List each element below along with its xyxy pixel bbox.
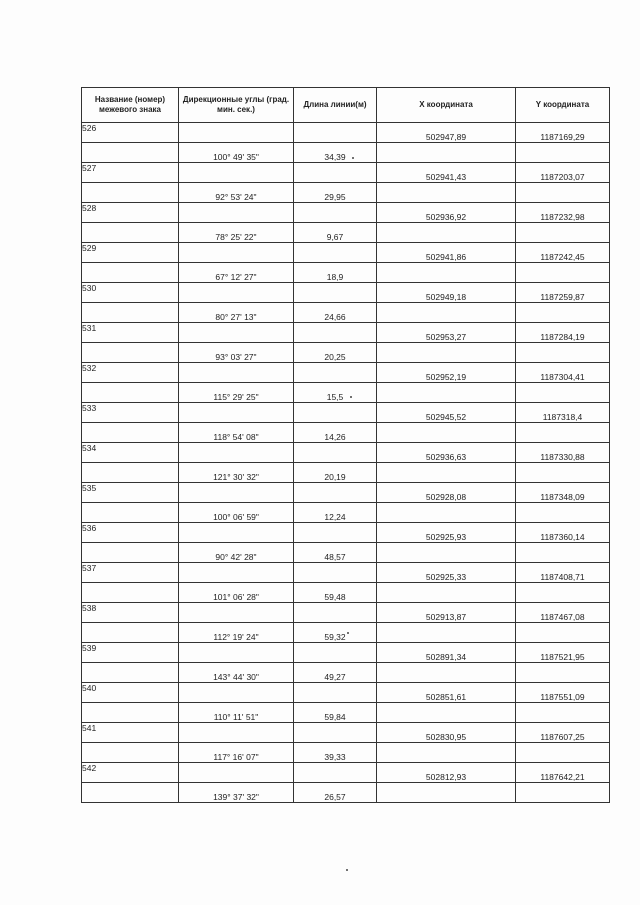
point-name-cell: 538: [82, 603, 179, 623]
y-coordinate-cell: 1187348,09: [516, 483, 610, 503]
point-name-cell: 536: [82, 523, 179, 543]
empty-cell: [516, 703, 610, 723]
y-coordinate-cell: 1187551,09: [516, 683, 610, 703]
x-coordinate-cell: 502830,95: [377, 723, 516, 743]
segment-row: [82, 223, 610, 243]
x-coordinate-cell: 502949,18: [377, 283, 516, 303]
line-length-cell: 14,26: [294, 423, 377, 443]
empty-cell: [294, 123, 377, 143]
empty-cell: [377, 223, 516, 243]
empty-cell: [377, 383, 516, 403]
empty-cell: [377, 783, 516, 803]
segment-row: [82, 783, 610, 803]
x-coordinate-cell: 502936,92: [377, 203, 516, 223]
y-coordinate-cell: 1187242,45: [516, 243, 610, 263]
header-point-name: Название (номер) межевого знака: [82, 88, 179, 123]
point-row: [82, 323, 610, 343]
table-body: [82, 123, 610, 803]
point-name-cell: 533: [82, 403, 179, 423]
y-coordinate-cell: 1187642,21: [516, 763, 610, 783]
empty-cell: [179, 363, 294, 383]
point-row: [82, 123, 610, 143]
empty-cell: [377, 143, 516, 163]
segment-row: [82, 543, 610, 563]
empty-cell: [516, 503, 610, 523]
empty-cell: [294, 683, 377, 703]
scan-speck: [350, 396, 352, 398]
empty-cell: [377, 423, 516, 443]
boundary-coordinates-table: [81, 87, 610, 803]
point-name-cell: 531: [82, 323, 179, 343]
empty-cell: [82, 663, 179, 683]
empty-cell: [516, 143, 610, 163]
direction-angle-cell: 93° 03' 27": [179, 343, 294, 363]
y-coordinate-cell: 1187259,87: [516, 283, 610, 303]
scan-speck: [346, 869, 348, 871]
y-coordinate-cell: 1187318,4: [516, 403, 610, 423]
empty-cell: [82, 303, 179, 323]
x-coordinate-cell: 502952,19: [377, 363, 516, 383]
empty-cell: [82, 223, 179, 243]
empty-cell: [179, 203, 294, 223]
segment-row: [82, 383, 610, 403]
y-coordinate-cell: 1187607,25: [516, 723, 610, 743]
direction-angle-cell: 110° 11' 51": [179, 703, 294, 723]
direction-angle-cell: 80° 27' 13": [179, 303, 294, 323]
y-coordinate-cell: 1187284,19: [516, 323, 610, 343]
point-row: [82, 643, 610, 663]
empty-cell: [294, 563, 377, 583]
point-name-cell: 530: [82, 283, 179, 303]
line-length-cell: 39,33: [294, 743, 377, 763]
x-coordinate-cell: 502925,33: [377, 563, 516, 583]
empty-cell: [516, 543, 610, 563]
empty-cell: [516, 583, 610, 603]
empty-cell: [294, 643, 377, 663]
line-length-cell: 20,19: [294, 463, 377, 483]
empty-cell: [294, 163, 377, 183]
y-coordinate-cell: 1187232,98: [516, 203, 610, 223]
point-row: [82, 243, 610, 263]
empty-cell: [516, 663, 610, 683]
empty-cell: [179, 403, 294, 423]
line-length-cell: 49,27: [294, 663, 377, 683]
x-coordinate-cell: 502953,27: [377, 323, 516, 343]
table-header-row: [82, 88, 610, 123]
empty-cell: [516, 223, 610, 243]
direction-angle-cell: 139° 37' 32": [179, 783, 294, 803]
y-coordinate-cell: 1187203,07: [516, 163, 610, 183]
header-line-length: Длина линии(м): [294, 88, 377, 123]
line-length-cell: 34,39: [294, 143, 377, 163]
line-length-cell: 26,57: [294, 783, 377, 803]
direction-angle-cell: 92° 53' 24": [179, 183, 294, 203]
y-coordinate-cell: 1187330,88: [516, 443, 610, 463]
y-coordinate-cell: 1187304,41: [516, 363, 610, 383]
empty-cell: [377, 623, 516, 643]
segment-row: [82, 463, 610, 483]
empty-cell: [294, 203, 377, 223]
scan-speck: [347, 632, 349, 634]
empty-cell: [82, 783, 179, 803]
empty-cell: [82, 183, 179, 203]
point-name-cell: 532: [82, 363, 179, 383]
point-name-cell: 542: [82, 763, 179, 783]
empty-cell: [377, 343, 516, 363]
header-direction-angle: Дирекционные углы (град. мин. сек.): [179, 88, 294, 123]
point-row: [82, 443, 610, 463]
empty-cell: [377, 303, 516, 323]
point-name-cell: 526: [82, 123, 179, 143]
y-coordinate-cell: 1187169,29: [516, 123, 610, 143]
empty-cell: [377, 183, 516, 203]
direction-angle-cell: 101° 06' 28": [179, 583, 294, 603]
point-name-cell: 540: [82, 683, 179, 703]
empty-cell: [294, 323, 377, 343]
direction-angle-cell: 78° 25' 22": [179, 223, 294, 243]
empty-cell: [179, 443, 294, 463]
empty-cell: [82, 743, 179, 763]
direction-angle-cell: 118° 54' 08": [179, 423, 294, 443]
empty-cell: [179, 643, 294, 663]
segment-row: [82, 303, 610, 323]
segment-row: [82, 423, 610, 443]
empty-cell: [294, 363, 377, 383]
point-name-cell: 529: [82, 243, 179, 263]
line-length-cell: 59,32: [294, 623, 377, 643]
point-row: [82, 483, 610, 503]
empty-cell: [377, 263, 516, 283]
segment-row: [82, 143, 610, 163]
empty-cell: [516, 423, 610, 443]
x-coordinate-cell: 502851,61: [377, 683, 516, 703]
segment-row: [82, 663, 610, 683]
empty-cell: [516, 183, 610, 203]
x-coordinate-cell: 502941,43: [377, 163, 516, 183]
empty-cell: [179, 163, 294, 183]
point-row: [82, 683, 610, 703]
segment-row: [82, 623, 610, 643]
point-row: [82, 363, 610, 383]
empty-cell: [82, 623, 179, 643]
x-coordinate-cell: 502913,87: [377, 603, 516, 623]
point-row: [82, 763, 610, 783]
empty-cell: [82, 263, 179, 283]
empty-cell: [179, 763, 294, 783]
empty-cell: [377, 463, 516, 483]
empty-cell: [294, 603, 377, 623]
empty-cell: [179, 123, 294, 143]
empty-cell: [377, 543, 516, 563]
empty-cell: [179, 523, 294, 543]
direction-angle-cell: 143° 44' 30": [179, 663, 294, 683]
empty-cell: [377, 503, 516, 523]
empty-cell: [82, 583, 179, 603]
direction-angle-cell: 112° 19' 24": [179, 623, 294, 643]
segment-row: [82, 703, 610, 723]
empty-cell: [294, 283, 377, 303]
point-name-cell: 537: [82, 563, 179, 583]
point-row: [82, 563, 610, 583]
segment-row: [82, 263, 610, 283]
empty-cell: [82, 423, 179, 443]
point-row: [82, 163, 610, 183]
segment-row: [82, 503, 610, 523]
empty-cell: [82, 543, 179, 563]
empty-cell: [82, 463, 179, 483]
direction-angle-cell: 90° 42' 28": [179, 543, 294, 563]
line-length-cell: 24,66: [294, 303, 377, 323]
header-x-coordinate: X координата: [377, 88, 516, 123]
line-length-cell: 9,67: [294, 223, 377, 243]
empty-cell: [179, 683, 294, 703]
x-coordinate-cell: 502947,89: [377, 123, 516, 143]
empty-cell: [294, 763, 377, 783]
empty-cell: [294, 443, 377, 463]
empty-cell: [516, 303, 610, 323]
direction-angle-cell: 100° 49' 35": [179, 143, 294, 163]
x-coordinate-cell: 502936,63: [377, 443, 516, 463]
point-row: [82, 283, 610, 303]
line-length-cell: 29,95: [294, 183, 377, 203]
line-length-cell: 15,5: [294, 383, 377, 403]
empty-cell: [179, 243, 294, 263]
empty-cell: [82, 503, 179, 523]
point-name-cell: 539: [82, 643, 179, 663]
x-coordinate-cell: 502941,86: [377, 243, 516, 263]
empty-cell: [377, 663, 516, 683]
point-row: [82, 403, 610, 423]
line-length-cell: 20,25: [294, 343, 377, 363]
y-coordinate-cell: 1187360,14: [516, 523, 610, 543]
empty-cell: [516, 783, 610, 803]
empty-cell: [179, 323, 294, 343]
direction-angle-cell: 100° 06' 59": [179, 503, 294, 523]
y-coordinate-cell: 1187408,71: [516, 563, 610, 583]
line-length-cell: 12,24: [294, 503, 377, 523]
direction-angle-cell: 115° 29' 25": [179, 383, 294, 403]
line-length-cell: 59,48: [294, 583, 377, 603]
direction-angle-cell: 117° 16' 07": [179, 743, 294, 763]
empty-cell: [294, 723, 377, 743]
line-length-cell: 48,57: [294, 543, 377, 563]
empty-cell: [516, 463, 610, 483]
empty-cell: [294, 523, 377, 543]
empty-cell: [516, 743, 610, 763]
point-row: [82, 603, 610, 623]
segment-row: [82, 743, 610, 763]
empty-cell: [377, 583, 516, 603]
empty-cell: [179, 723, 294, 743]
empty-cell: [377, 743, 516, 763]
x-coordinate-cell: 502812,93: [377, 763, 516, 783]
point-name-cell: 534: [82, 443, 179, 463]
y-coordinate-cell: 1187521,95: [516, 643, 610, 663]
point-name-cell: 527: [82, 163, 179, 183]
empty-cell: [82, 703, 179, 723]
point-name-cell: 535: [82, 483, 179, 503]
header-y-coordinate: Y координата: [516, 88, 610, 123]
direction-angle-cell: 121° 30' 32": [179, 463, 294, 483]
direction-angle-cell: 67° 12' 27": [179, 263, 294, 283]
empty-cell: [179, 283, 294, 303]
x-coordinate-cell: 502945,52: [377, 403, 516, 423]
line-length-cell: 18,9: [294, 263, 377, 283]
empty-cell: [82, 343, 179, 363]
empty-cell: [294, 243, 377, 263]
scan-speck: [352, 157, 354, 159]
empty-cell: [516, 623, 610, 643]
empty-cell: [294, 483, 377, 503]
x-coordinate-cell: 502925,93: [377, 523, 516, 543]
point-row: [82, 723, 610, 743]
empty-cell: [82, 383, 179, 403]
empty-cell: [179, 483, 294, 503]
empty-cell: [516, 263, 610, 283]
empty-cell: [294, 403, 377, 423]
segment-row: [82, 183, 610, 203]
empty-cell: [377, 703, 516, 723]
empty-cell: [516, 343, 610, 363]
empty-cell: [179, 603, 294, 623]
segment-row: [82, 343, 610, 363]
segment-row: [82, 583, 610, 603]
empty-cell: [516, 383, 610, 403]
point-name-cell: 528: [82, 203, 179, 223]
point-name-cell: 541: [82, 723, 179, 743]
line-length-cell: 59,84: [294, 703, 377, 723]
empty-cell: [82, 143, 179, 163]
x-coordinate-cell: 502891,34: [377, 643, 516, 663]
y-coordinate-cell: 1187467,08: [516, 603, 610, 623]
x-coordinate-cell: 502928,08: [377, 483, 516, 503]
point-row: [82, 523, 610, 543]
point-row: [82, 203, 610, 223]
empty-cell: [179, 563, 294, 583]
